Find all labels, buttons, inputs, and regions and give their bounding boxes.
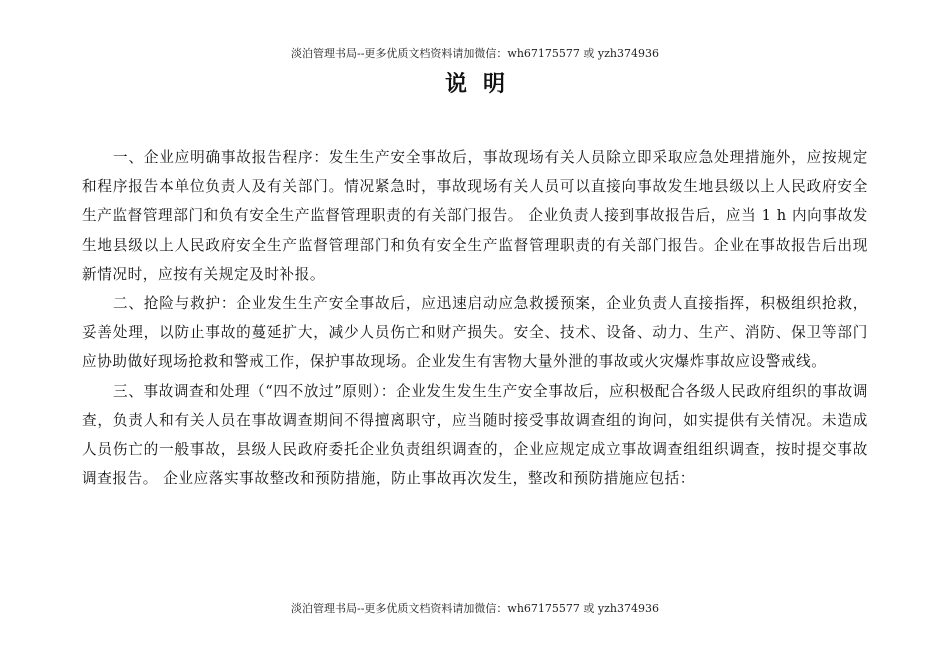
paragraph-rescue: 二、抢险与救护：企业发生生产安全事故后，应迅速启动应急救援预案，企业负责人直接指挥，积极组织抢救，妥善处理，以防止事故的蔓延扩大，减少人员伤亡和财产损失。安全、技术、设备、动力、生产、消防、保卫等部门应协助做好现场抢救和警戒工作，保护事故现场。企业发生有害物大量外泄的事故或火灾爆炸事故应设警戒线。 <box>82 295 868 371</box>
footer-note: 淡泊管理书局--更多优质文档资料请加微信：wh67175577 或 yzh374936 <box>291 602 659 615</box>
document-body <box>82 143 868 493</box>
paragraph-investigation: 三、事故调查和处理（“四不放过”原则）：企业发生发生生产安全事故后，应积极配合各级人民政府组织的事故调查，负责人和有关人员在事故调查期间不得擅离职守，应当随时接受事故调查组的询问，如实提供有关情况。未造成人员伤亡的一般事故，县级人民政府委托企业负责组织调查的，企业应规定成立事故调查组组织调查，按时提交事故调查报告。 企业应落实事故整改和预防措施，防止事故再次发生，整改和预防措施应包括： <box>82 382 868 488</box>
paragraph-accident-reporting: 一、企业应明确事故报告程序：发生生产安全事故后，事故现场有关人员除立即采取应急处理措施外，应按规定和程序报告本单位负责人及有关部门。情况紧急时，事故现场有关人员可以直接向事故发生地县级以上人民政府安全生产监督管理部门和负有安全生产监督管理职责的有关部门报告。 企业负责人接到事故报告后，应当 1 h 内向事故发生地县级以上人民政府安全生产监督管理部门和负有安全生产监督管理职责的有关部门报告。企业在事故报告后出现新情况时，应按有关规定及时补报。 <box>82 149 868 283</box>
header-note: 淡泊管理书局--更多优质文档资料请加微信：wh67175577 或 yzh374936 <box>291 47 659 60</box>
page-title: 说明 <box>444 71 521 97</box>
